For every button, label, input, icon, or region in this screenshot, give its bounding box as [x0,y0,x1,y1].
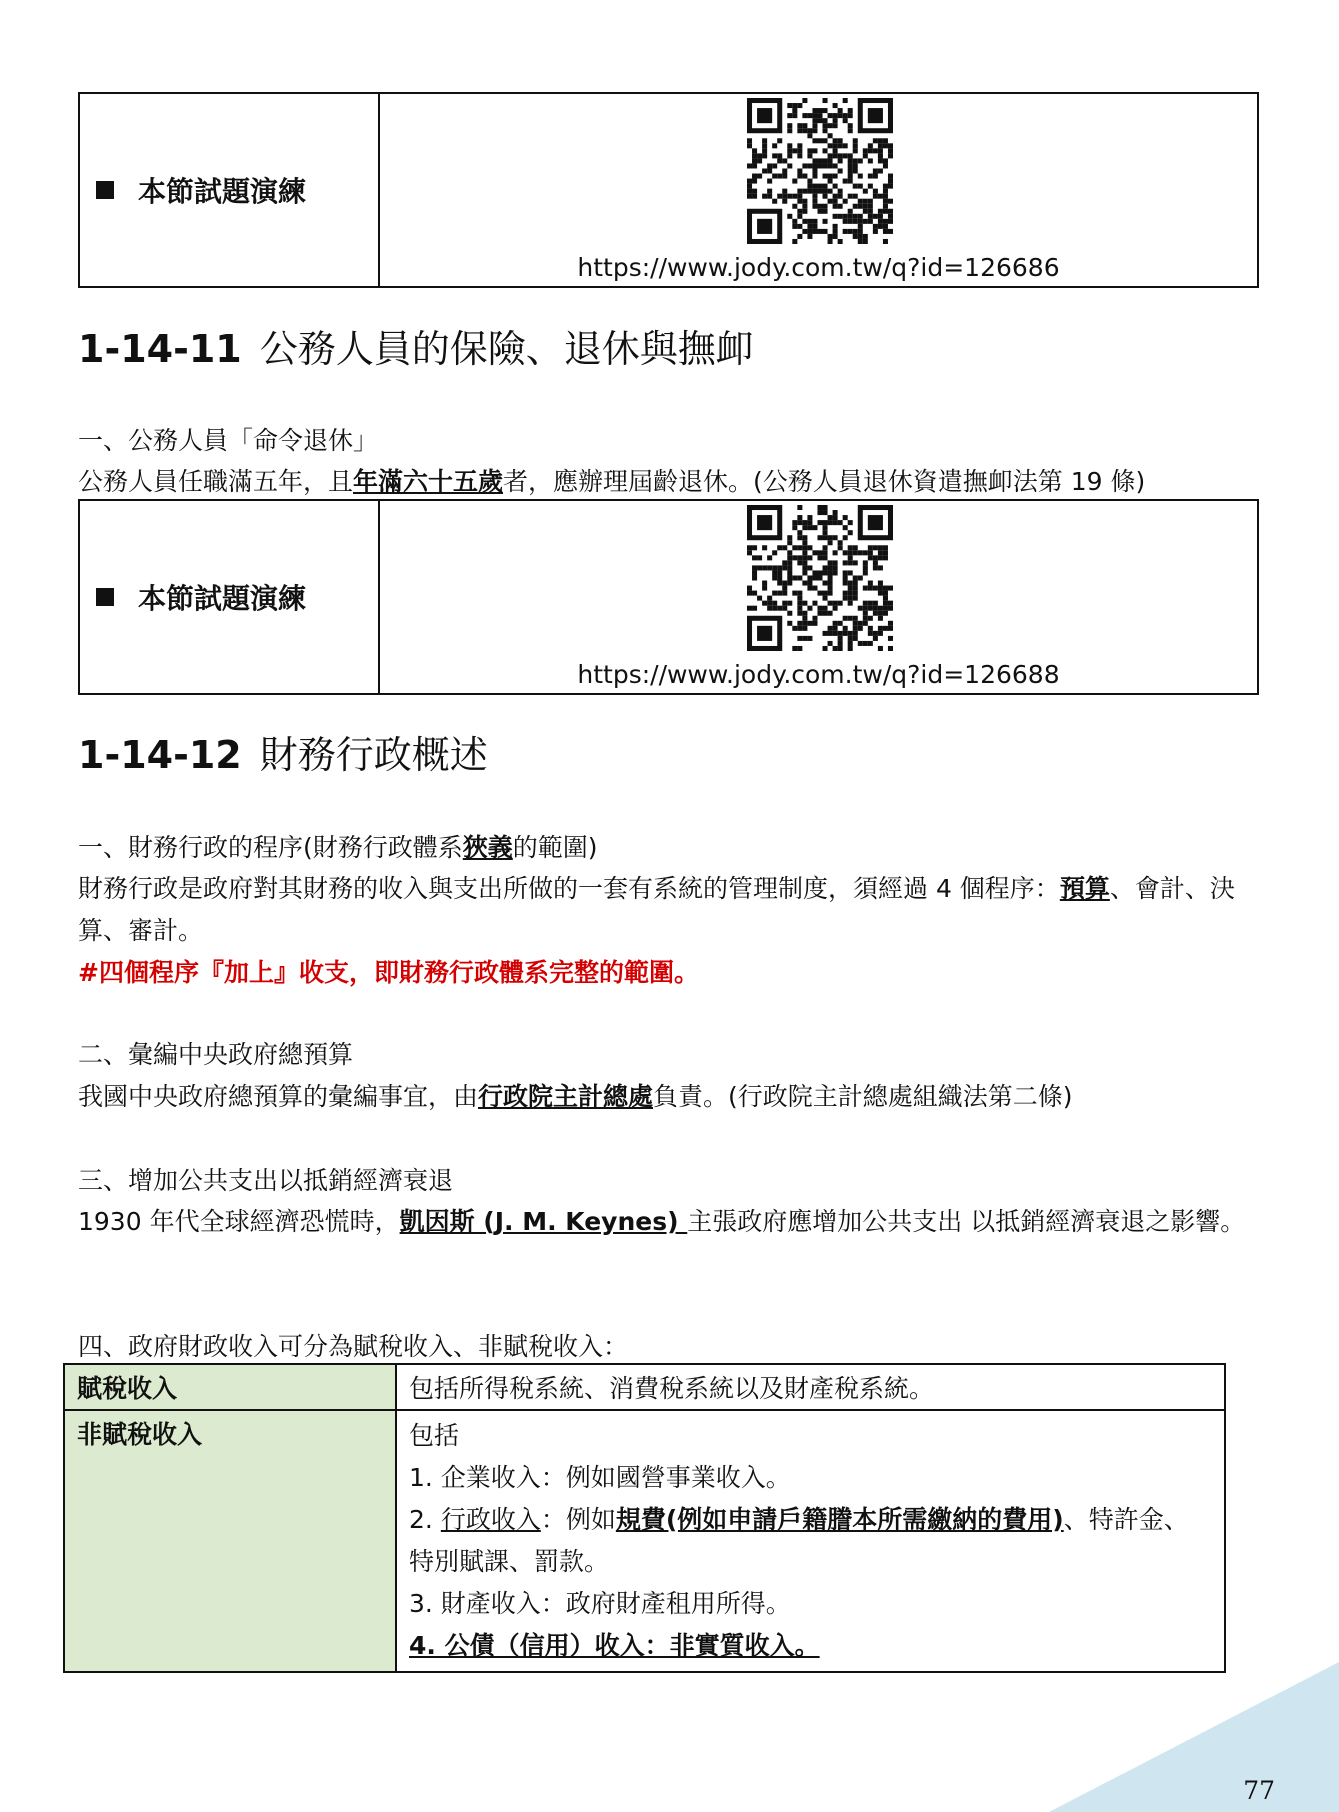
revenue-table [63,1363,1226,1673]
emphasis: 年滿六十五歲 [353,467,504,496]
section-title: 財務行政概述 [259,733,488,777]
paragraph: 財務行政是政府對其財務的收入與支出所做的一套有系統的管理制度，須經過 4 個程序：預算、會計、決算、審計。 [78,874,1235,945]
paragraph: 公務人員任職滿五年，且年滿六十五歲者，應辦理屆齡退休。(公務人員退休資遣撫卹法第 19 條) [78,467,1146,496]
practice-box-2 [78,499,1259,695]
square-bullet-icon [96,181,114,199]
list-item: 3. 財產收入：政府財產租用所得。 [409,1589,791,1618]
table-head-cell: 非賦稅收入 [64,1410,396,1672]
practice-label: 本節試題演練 [96,501,306,693]
table-head-cell: 賦稅收入 [64,1364,396,1410]
emphasis: 行政收入 [440,1505,541,1534]
section-heading [78,318,754,373]
emphasis: 凱因斯 (J. M. Keynes) [399,1207,688,1236]
list-item: 2. 行政收入：例如規費(例如申請戶籍謄本所需繳納的費用)、特許金、特別賦課、罰款。 [409,1505,1189,1576]
list-item: 4. 公債（信用）收入：非實質收入。 [409,1631,820,1660]
table-cell: 包括所得稅系統、消費稅系統以及財產稅系統。 [396,1364,1225,1410]
emphasis: 狹義 [462,833,513,862]
emphasis: 預算 [1059,874,1110,903]
section-number: 1-14-12 [78,733,242,777]
qr-code-icon[interactable] [747,98,893,244]
item-heading: 一、財務行政的程序(財務行政體系狹義的範圍) [78,833,598,862]
practice-label: 本節試題演練 [96,94,306,286]
section-number: 1-14-11 [78,327,242,371]
table-cell [396,1410,1225,1672]
qr-code-icon[interactable] [747,505,893,651]
item-heading: 一、公務人員「命令退休」 [78,426,379,455]
corner-decoration-icon [1049,1662,1339,1812]
practice-box-1 [78,92,1259,288]
emphasis: 規費(例如申請戶籍謄本所需繳納的費用) [615,1505,1064,1534]
practice-link[interactable]: https://www.jody.com.tw/q?id=126686 [577,253,1060,282]
item-heading: 二、彙編中央政府總預算 [78,1040,354,1069]
item-heading: 三、增加公共支出以抵銷經濟衰退 [78,1166,454,1195]
table-row [64,1410,1225,1672]
paragraph: 1930 年代全球經濟恐慌時，凱因斯 (J. M. Keynes) 主張政府應增加公共支出 以抵銷經濟衰退之影響。 [78,1207,1246,1236]
list-item: 1. 企業收入：例如國營事業收入。 [409,1463,791,1492]
page-number: 77 [1243,1776,1275,1805]
square-bullet-icon [96,588,114,606]
section-title: 公務人員的保險、退休與撫卹 [259,327,754,371]
emphasis: 行政院主計總處 [478,1082,654,1111]
note-red: #四個程序『加上』收支，即財務行政體系完整的範圍。 [78,958,699,987]
item-heading: 四、政府財政收入可分為賦稅收入、非賦稅收入： [78,1332,629,1361]
list-intro: 包括 [409,1421,460,1450]
table-row [64,1364,1225,1410]
section-heading [78,724,488,779]
practice-link[interactable]: https://www.jody.com.tw/q?id=126688 [577,660,1060,689]
paragraph: 我國中央政府總預算的彙編事宜，由行政院主計總處負責。(行政院主計總處組織法第二條) [78,1082,1073,1111]
